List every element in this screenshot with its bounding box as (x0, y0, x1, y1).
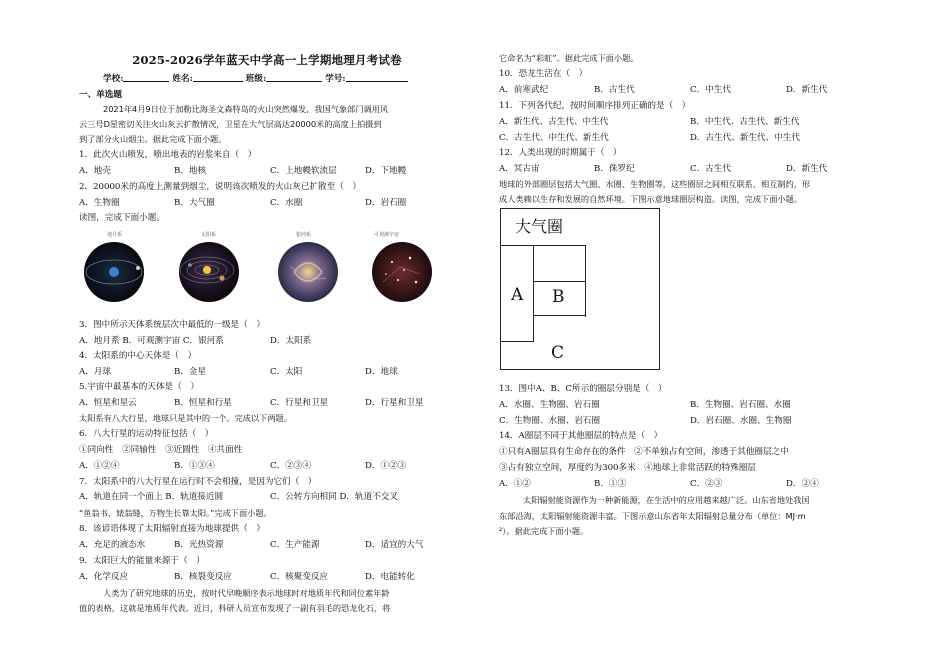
read-figure-instruction: 读图，完成下面小题。 (79, 213, 165, 223)
q3-option-d[interactable]: D．太阳系 (270, 336, 312, 346)
question-11-stem: 11．下列各代纪，按时间顺序排列正确的是（ ） (499, 101, 691, 111)
q13-option-c[interactable]: C．生物圈、水圈、岩石圈 (499, 416, 601, 426)
class-label: 班级: (245, 74, 267, 84)
q8-option-b[interactable]: B．光热资源 (174, 540, 224, 550)
earth-moon-system-image (84, 242, 144, 302)
diagram-line (533, 281, 586, 282)
intro-paragraph-line: 成人类赖以生存和发展的自然环境。下图示意地球圈层构造。读图，完成下面小题。 (499, 194, 802, 204)
q9-option-b[interactable]: B．核裂变反应 (174, 572, 232, 582)
question-8-stem: 8．该谚语体现了太阳辐射直接为地球提供（ ） (79, 524, 265, 534)
question-3-stem: 3．图中所示天体系统层次中最低的一级是（ ） (79, 320, 265, 330)
q4-option-b[interactable]: B．金星 (174, 367, 207, 377)
q11-option-c[interactable]: C．古生代、中生代、新生代 (499, 133, 609, 143)
q13-option-d[interactable]: D．岩石圈、水圈、生物圈 (690, 416, 792, 426)
diagram-label-a: A (511, 285, 524, 305)
diagram-label-atmosphere: 大气圈 (515, 217, 564, 236)
question-2-stem: 2．20000米的高度上测量到烟尘，说明该次喷发的火山灰已扩散至（ ） (79, 182, 362, 192)
q3-options-abc[interactable]: A．地月系 B．可观测宇宙 C．银河系 (79, 336, 224, 346)
figure-label-earth-moon: 地月系 (107, 232, 123, 238)
q1-option-c[interactable]: C．上地幔软流层 (270, 166, 337, 176)
question-12-stem: 12．人类出现的时期属于（ ） (499, 148, 622, 158)
q5-option-a[interactable]: A．恒星和星云 (79, 398, 137, 408)
diagram-line (533, 315, 586, 316)
q1-option-b[interactable]: B．地核 (174, 166, 207, 176)
diagram-line (501, 341, 534, 342)
q7-options-cd[interactable]: C．公转方向相同 D．轨道不交叉 (270, 492, 398, 502)
milky-way-image (278, 242, 338, 302)
intro-paragraph-line: 地球的外部圈层包括大气圈、水圈、生物圈等，这些圈层之间相互联系、相互制约，形 (499, 179, 811, 189)
q6-option-a[interactable]: A．①②④ (79, 461, 120, 471)
q8-option-a[interactable]: A．充足的液态水 (79, 540, 146, 550)
q11-option-a[interactable]: A．新生代、古生代、中生代 (499, 117, 609, 127)
q6-option-d[interactable]: D．①②③ (365, 461, 407, 471)
question-6-stem: 6．八大行星的运动特征包括（ ） (79, 429, 214, 439)
q5-option-b[interactable]: B．恒星和行星 (174, 398, 232, 408)
q14-option-c[interactable]: C．②③ (690, 479, 723, 489)
q13-option-b[interactable]: B．生物圈、岩石圈、水圈 (690, 400, 791, 410)
page-title: 2025-2026学年蓝天中学高一上学期地理月考试卷 (132, 53, 402, 67)
diagram-line (533, 245, 534, 341)
q14-statements-2: ③占有独立空间，厚度约为300多米 ④地球上非常活跃的特殊圈层 (499, 463, 757, 473)
solar-system-image (179, 242, 239, 302)
diagram-label-c: C (551, 343, 565, 363)
question-13-stem: 13．图中A、B、C所示的圈层分别是（ ） (499, 384, 667, 394)
question-1-stem: 1．此次火山喷发，喷出地表的岩浆来自（ ） (79, 150, 257, 160)
figure-label-universe: 可观测宇宙 (374, 232, 400, 238)
question-14-stem: 14．A圈层不同于其他圈层的特点是（ ） (499, 431, 663, 441)
intro-paragraph-line: 到了部分火山烟尘。据此完成下面小题。 (79, 134, 227, 144)
q1-option-d[interactable]: D．下地幔 (365, 166, 407, 176)
q11-option-b[interactable]: B．中生代、古生代、新生代 (690, 117, 800, 127)
q2-option-d[interactable]: D．岩石圈 (365, 198, 407, 208)
q11-option-d[interactable]: D．古生代、新生代、中生代 (690, 133, 801, 143)
observable-universe-image (372, 242, 432, 302)
q4-option-a[interactable]: A．月球 (79, 367, 111, 377)
diagram-label-b: B (552, 287, 565, 307)
q12-option-c[interactable]: C．古生代 (690, 164, 731, 174)
celestial-systems-figure (80, 232, 452, 302)
q13-option-a[interactable]: A．水圈、生物圈、岩石圈 (499, 400, 600, 410)
q9-option-d[interactable]: D．电能转化 (365, 572, 415, 582)
figure-label-solar: 太阳系 (201, 232, 217, 238)
q14-statements-1: ①只有A圈层具有生命存在的条件 ②不单独占有空间，渗透于其他圈层之中 (499, 447, 789, 457)
section-heading: 一、单选题 (79, 90, 122, 100)
q6-features: ①同向性 ②同轴性 ③近圆性 ④共面性 (79, 445, 243, 455)
q10-option-b[interactable]: B．古生代 (594, 85, 635, 95)
q2-option-a[interactable]: A．生物圈 (79, 198, 120, 208)
q10-option-a[interactable]: A．前寒武纪 (499, 85, 549, 95)
number-blank[interactable] (346, 73, 408, 82)
intro-paragraph-line: “鱼翁书，婊翁缝，万物生长靠太阳。”完成下面小题。 (79, 508, 272, 518)
figure-label-galaxy: 银河系 (296, 232, 312, 238)
q12-option-b[interactable]: B．侏罗纪 (594, 164, 635, 174)
q6-option-b[interactable]: B．①③④ (174, 461, 215, 471)
q4-option-d[interactable]: D．地球 (365, 367, 398, 377)
intro-paragraph-line: 太阳系有八大行星，地球只是其中的一个。完成以下两题。 (79, 413, 292, 423)
diagram-line (501, 245, 586, 246)
q10-option-c[interactable]: C．中生代 (690, 85, 731, 95)
q8-option-c[interactable]: C．生产能源 (270, 540, 320, 550)
q2-option-b[interactable]: B．大气圈 (174, 198, 215, 208)
q2-option-c[interactable]: C．水圈 (270, 198, 303, 208)
name-label: 姓名: (172, 74, 193, 84)
q6-option-c[interactable]: C．②③④ (270, 461, 311, 471)
q7-options-ab[interactable]: A．轨道在同一个面上 B．轨道接近圆 (79, 492, 224, 502)
intro-paragraph-line: 太阳辐射能资源作为一种新能源，在生活中的应用越来越广泛。山东省地处我国 (523, 495, 810, 505)
q8-option-d[interactable]: D．适宜的大气 (365, 540, 424, 550)
q14-option-d[interactable]: D．②④ (786, 479, 819, 489)
intro-paragraph-line: 值的表格，这就是地质年代表。近日，科研人员宣布发现了一副有羽毛的恐龙化石，将 (79, 603, 391, 613)
intro-paragraph-line: 它命名为“彩虹”。据此完成下面小题。 (499, 53, 639, 63)
question-4-stem: 4．太阳系的中心天体是（ ） (79, 351, 197, 361)
q14-option-b[interactable]: B．①③ (594, 479, 627, 489)
intro-paragraph-line: 云三号D星密切关注火山灰云扩散情况，卫星在大气层高达20000米的高度上拍摄到 (79, 119, 382, 129)
q5-option-d[interactable]: D．行星和卫星 (365, 398, 424, 408)
q12-option-a[interactable]: A．冥古宙 (499, 164, 540, 174)
earth-spheres-diagram (500, 208, 660, 370)
school-blank[interactable] (123, 73, 169, 82)
name-blank[interactable] (193, 73, 243, 82)
question-9-stem: 9．太阳巨大的能量来源于（ ） (79, 556, 205, 566)
class-blank[interactable] (266, 73, 322, 82)
intro-paragraph-line: 东部沿海，太阳辐射能资源丰富。下图示意山东省年太阳辐射总量分布（单位：MJ·m (499, 511, 806, 521)
intro-paragraph-line: 人类为了研究地球的历史，按时代早晚顺序表示地球时对地质年代和同位素年龄 (103, 588, 390, 598)
q5-option-c[interactable]: C．行星和卫星 (270, 398, 329, 408)
q12-option-d[interactable]: D．新生代 (786, 164, 828, 174)
q10-option-d[interactable]: D．新生代 (786, 85, 828, 95)
question-5-stem: 5.宇宙中最基本的天体是（ ） (79, 382, 199, 392)
intro-paragraph-line: ²）。据此完成下面小题。 (499, 526, 589, 536)
intro-paragraph-line: 2021年4月9日位于加勒比海圣文森特岛的火山突然爆发，我国气象部门调用风 (103, 104, 389, 114)
question-10-stem: 10．恐龙生活在（ ） (499, 69, 588, 79)
q14-option-a[interactable]: A．①② (499, 479, 531, 489)
school-label: 学校: (103, 74, 124, 84)
q1-option-a[interactable]: A．地壳 (79, 166, 111, 176)
q9-option-a[interactable]: A．化学反应 (79, 572, 129, 582)
student-info-line (103, 73, 433, 85)
question-7-stem: 7．太阳系中的八大行星在运行时不会相撞，是因为它们（ ） (79, 477, 317, 487)
q4-option-c[interactable]: C．太阳 (270, 367, 303, 377)
q9-option-c[interactable]: C．核聚变反应 (270, 572, 329, 582)
number-label: 学号: (325, 74, 346, 84)
